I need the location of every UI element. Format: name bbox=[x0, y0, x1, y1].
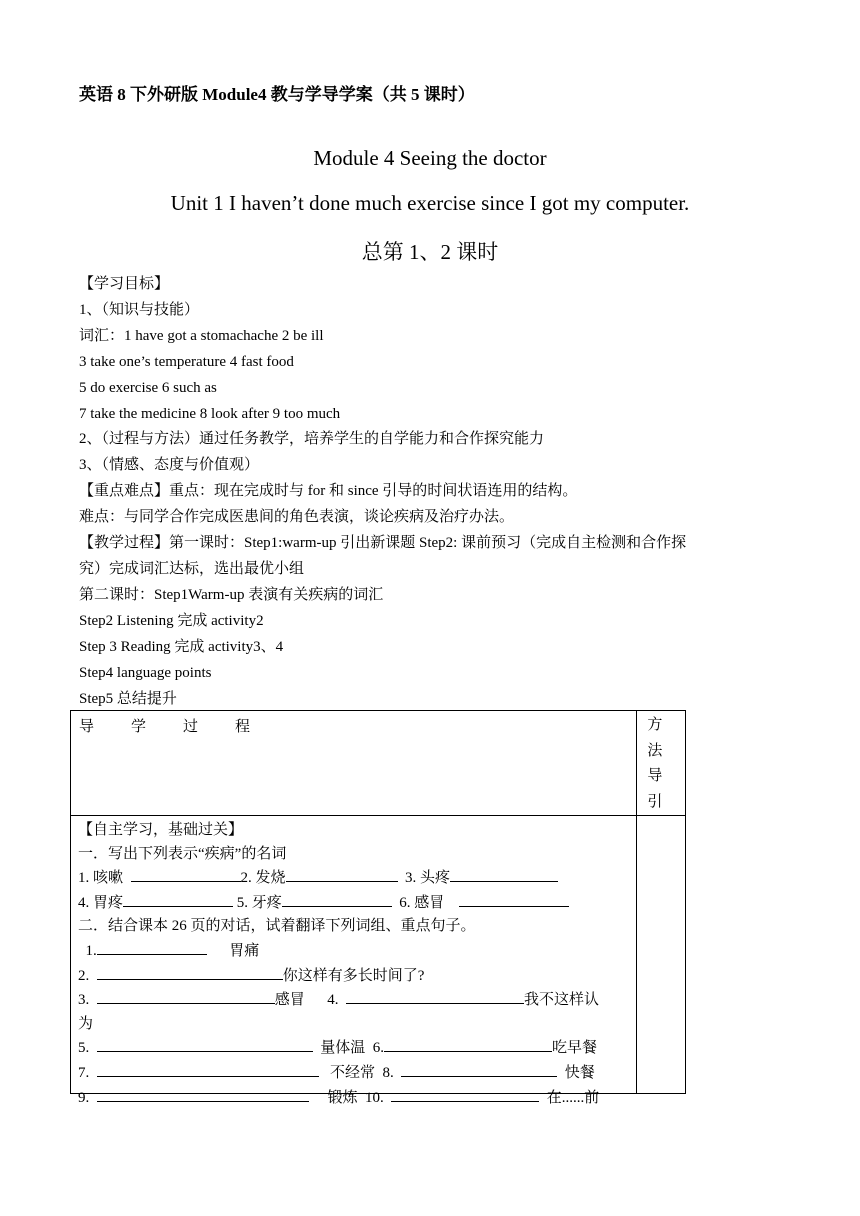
guide-process-header bbox=[71, 711, 637, 816]
unit-title: Unit 1 I haven’t done much exercise since I got my computer. bbox=[170, 191, 690, 215]
document-title: 英语 8 下外研版 Module4 教与学导学案（共 5 课时） bbox=[79, 85, 475, 104]
emotion-values-line: 3、（情感、态度与价值观） bbox=[79, 457, 260, 473]
answer-blank[interactable] bbox=[450, 866, 558, 882]
translate-item-2: 2. 你这样有多长时间了? bbox=[78, 964, 629, 989]
knowledge-skills-line: 1、（知识与技能） bbox=[79, 302, 200, 318]
answer-blank[interactable] bbox=[97, 1036, 313, 1052]
answer-blank[interactable] bbox=[282, 891, 392, 907]
header-char: 法 bbox=[647, 742, 663, 759]
process-method-line: 2、（过程与方法）通过任务教学，培养学生的自学能力和合作探究能力 bbox=[79, 431, 545, 447]
answer-blank[interactable] bbox=[131, 866, 241, 882]
lesson-title: 总第 1、2 课时 bbox=[361, 240, 499, 264]
teaching-process-line-2: 究）完成词汇达标，选出最优小组 bbox=[79, 561, 305, 577]
second-lesson-line: 第二课时：Step1Warm-up 表演有关疾病的词汇 bbox=[79, 587, 384, 603]
header-char: 程 bbox=[235, 719, 251, 735]
answer-blank[interactable] bbox=[123, 891, 233, 907]
part1-title: 一．写出下列表示“疾病”的名词 bbox=[78, 845, 287, 862]
key-points-line: 【重点难点】重点：现在完成时与 for 和 since 引导的时间状语连用的结构。 bbox=[79, 483, 578, 499]
step5-line: Step5 总结提升 bbox=[79, 691, 177, 707]
header-char: 导 bbox=[647, 768, 663, 784]
answer-blank[interactable] bbox=[97, 1086, 309, 1102]
guide-table bbox=[70, 710, 686, 1106]
answer-blank[interactable] bbox=[97, 964, 283, 980]
answer-blank[interactable] bbox=[401, 1061, 557, 1077]
answer-blank[interactable] bbox=[346, 988, 524, 1004]
header-char: 引 bbox=[647, 793, 663, 810]
part2-title: 二．结合课本 26 页的对话，试着翻译下列词组、重点句子。 bbox=[78, 918, 476, 935]
method-guide-cell bbox=[637, 816, 686, 1094]
self-study-cell bbox=[71, 816, 637, 1106]
step2-line: Step2 Listening 完成 activity2 bbox=[79, 613, 264, 629]
translate-item-9: 9. 锻炼 10. 在......前 bbox=[78, 1086, 629, 1111]
header-char: 导 bbox=[79, 719, 95, 735]
answer-blank[interactable] bbox=[384, 1036, 552, 1052]
difficulty-line: 难点：与同学合作完成医患间的角色表演，谈论疾病及治疗办法。 bbox=[79, 509, 515, 525]
header-char: 学 bbox=[131, 719, 147, 735]
module-title: Module 4 Seeing the doctor bbox=[313, 146, 547, 170]
translate-item-3-wrap: 为 bbox=[78, 1015, 94, 1032]
vocab-line-1: 词汇：1 have got a stomachache 2 be ill bbox=[79, 328, 324, 344]
answer-blank[interactable] bbox=[97, 1061, 319, 1077]
translate-item-7: 7. 不经常 8. 快餐 bbox=[78, 1061, 629, 1086]
step3-line: Step 3 Reading 完成 activity3、4 bbox=[79, 639, 284, 655]
header-char: 过 bbox=[183, 719, 199, 735]
answer-blank[interactable] bbox=[391, 1086, 539, 1102]
translate-item-3: 3. 感冒 4. 我不这样认 bbox=[78, 988, 629, 1013]
vocab-line-4: 7 take the medicine 8 look after 9 too much bbox=[79, 406, 341, 422]
translate-item-1: 1. 胃痛 bbox=[78, 939, 629, 964]
answer-blank[interactable] bbox=[286, 866, 398, 882]
part1-row-1: 1. 咳嗽 2. 发烧 3. 头疼 bbox=[78, 866, 629, 891]
answer-blank[interactable] bbox=[97, 988, 275, 1004]
method-guide-header bbox=[637, 711, 686, 816]
answer-blank[interactable] bbox=[459, 891, 569, 907]
vocab-line-2: 3 take one’s temperature 4 fast food bbox=[79, 354, 294, 370]
step4-line: Step4 language points bbox=[79, 665, 212, 681]
header-char: 方 bbox=[647, 717, 663, 733]
teaching-process-line: 【教学过程】第一课时：Step1:warm-up 引出新课题 Step2: 课前预习（完成自主检测和合作探 bbox=[79, 535, 687, 551]
part1-row-2: 4. 胃疼 5. 牙疼 6. 感冒 bbox=[78, 891, 629, 916]
translate-item-5: 5. 量体温 6. 吃早餐 bbox=[78, 1036, 629, 1061]
answer-blank[interactable] bbox=[97, 939, 207, 955]
vocab-line-3: 5 do exercise 6 such as bbox=[79, 380, 217, 396]
section-title: 【自主学习，基础过关】 bbox=[78, 822, 244, 838]
objectives-heading: 【学习目标】 bbox=[79, 276, 170, 292]
